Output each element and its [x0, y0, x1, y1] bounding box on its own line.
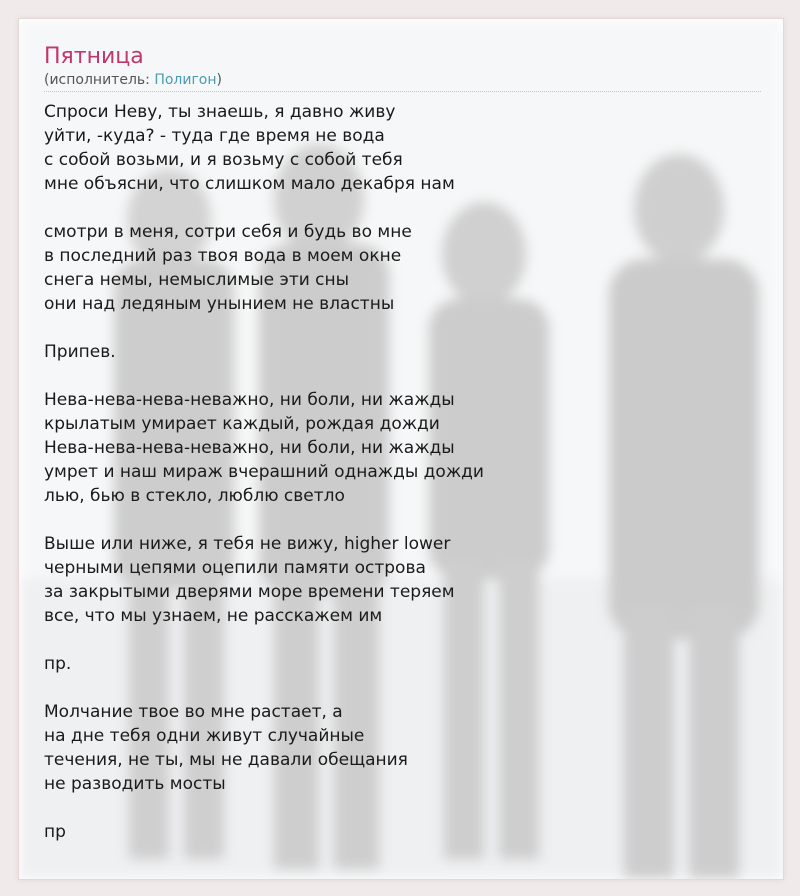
lyric-line: Спроси Неву, ты знаешь, я давно живу [44, 102, 396, 122]
lyric-line: Нева-нева-нева-неважно, ни боли, ни жажды [44, 438, 455, 458]
lyric-line: крылатым умирает каждый, рождая дожди [44, 414, 440, 434]
lyric-line: умрет и наш мираж вчерашний однажды дожди [44, 462, 484, 482]
lyric-line: снега немы, немыслимые эти сны [44, 270, 350, 290]
lyric-line: они над ледяным унынием не властны [44, 294, 395, 314]
lyric-line: Припев. [44, 342, 116, 362]
song-card [18, 18, 784, 880]
lyric-line: все, что мы узнаем, не расскажем им [44, 606, 383, 626]
lyric-line: на дне тебя одни живут случайные [44, 726, 365, 746]
lyric-line: Выше или ниже, я тебя не вижу, higher lower [44, 534, 451, 554]
lyrics-body [44, 100, 764, 844]
performer-prefix: (исполнитель: [44, 72, 155, 88]
lyric-line: мне объясни, что слишком мало декабря нам [44, 174, 455, 194]
performer-suffix: ) [216, 72, 222, 88]
lyric-line: течения, не ты, мы не давали обещания [44, 750, 408, 770]
title-divider [44, 91, 761, 92]
lyric-line: не разводить мосты [44, 774, 226, 794]
song-title: Пятница [44, 44, 144, 69]
lyric-line: в последний раз твоя вода в моем окне [44, 246, 402, 266]
lyric-line: с собой возьми, и я возьму с собой тебя [44, 150, 403, 170]
lyric-line: за закрытыми дверями море времени теряем [44, 582, 455, 602]
lyric-line: Молчание твое во мне растает, а [44, 702, 343, 722]
lyric-line: уйти, -куда? - туда где время не вода [44, 126, 385, 146]
chorus-marker-1 [44, 340, 764, 364]
performer-link[interactable]: Полигон [154, 72, 217, 88]
performer-line [44, 71, 764, 89]
lyric-line: черными цепями оцепили памяти острова [44, 558, 426, 578]
verse-1 [44, 100, 764, 196]
chorus-marker-3 [44, 820, 764, 844]
verse-4 [44, 700, 764, 796]
chorus [44, 388, 764, 508]
lyric-line: Нева-нева-нева-неважно, ни боли, ни жажды [44, 390, 455, 410]
song-content [44, 43, 764, 868]
lyric-line: пр [44, 822, 66, 842]
verse-2 [44, 220, 764, 316]
chorus-marker-2 [44, 652, 764, 676]
verse-3 [44, 532, 764, 628]
lyric-line: пр. [44, 654, 72, 674]
lyric-line: смотри в меня, сотри себя и будь во мне [44, 222, 412, 242]
lyric-line: лью, бью в стекло, люблю светло [44, 486, 345, 506]
